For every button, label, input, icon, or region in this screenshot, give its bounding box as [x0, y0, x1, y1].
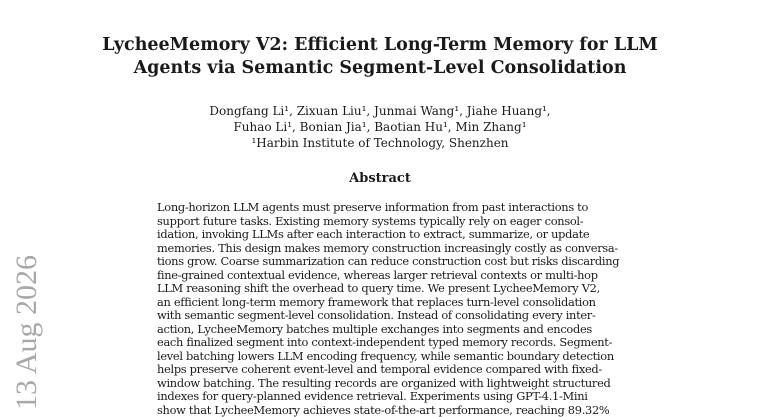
- title-line-2: Agents via Semantic Segment-Level Consolidation: [133, 58, 627, 78]
- abstract-line: level batching lowers LLM encoding frequency, while semantic boundary detection: [157, 348, 614, 363]
- abstract-line: indexes for query-planned evidence retrieval. Experiments using GPT-4.1-Mini: [157, 389, 588, 403]
- abstract-line: each finalized segment into context-independent typed memory records. Segment-: [157, 335, 613, 349]
- side-date-stamp: 13 Aug 2026: [10, 254, 43, 410]
- abstract-line: fine-grained contextual evidence, whereas larger retrieval contexts or multi-hop: [157, 267, 598, 282]
- abstract-line: show that LycheeMemory achieves state-of-the-art performance, reaching 89.32%: [157, 402, 610, 417]
- abstract-line: support future tasks. Existing memory systems typically rely on eager consol-: [157, 213, 584, 228]
- abstract-line: idation, invoking LLMs after each interaction to extract, summarize, or update: [157, 227, 590, 241]
- abstract-line: an efficient long-term memory framework that replaces turn-level consolidation: [157, 294, 596, 309]
- abstract-line: tions grow. Coarse summarization can reduce construction cost but risks discarding: [157, 254, 620, 268]
- abstract-line: action, LycheeMemory batches multiple exchanges into segments and encodes: [157, 321, 592, 336]
- author-block: [120, 103, 640, 151]
- title-line-1: LycheeMemory V2: Efficient Long-Term Memory for LLM: [102, 35, 658, 55]
- author-list-line-1: Dongfang Li¹, Zixuan Liu¹, Junmai Wang¹, Jiahe Huang¹,: [209, 104, 551, 118]
- abstract-line: memories. This design makes memory construction increasingly costly as conversa-: [157, 240, 618, 255]
- abstract-line: with semantic segment-level consolidation. Instead of consolidating every inter-: [157, 308, 596, 322]
- abstract-line: window batching. The resulting records are organized with lightweight structured: [157, 375, 611, 390]
- abstract-line: LLM reasoning shift the overhead to query time. We present LycheeMemory V2,: [157, 281, 600, 295]
- abstract-heading: Abstract: [349, 171, 411, 186]
- abstract-body: [157, 200, 620, 417]
- affiliation: ¹Harbin Institute of Technology, Shenzhen: [251, 136, 509, 150]
- author-list-line-2: Fuhao Li¹, Bonian Jia¹, Baotian Hu¹, Min Zhang¹: [233, 120, 527, 134]
- abstract-line: helps preserve coherent event-level and temporal evidence compared with fixed-: [157, 362, 602, 376]
- abstract-line: Long-horizon LLM agents must preserve information from past interactions to: [157, 200, 589, 214]
- paper-title: [60, 34, 700, 80]
